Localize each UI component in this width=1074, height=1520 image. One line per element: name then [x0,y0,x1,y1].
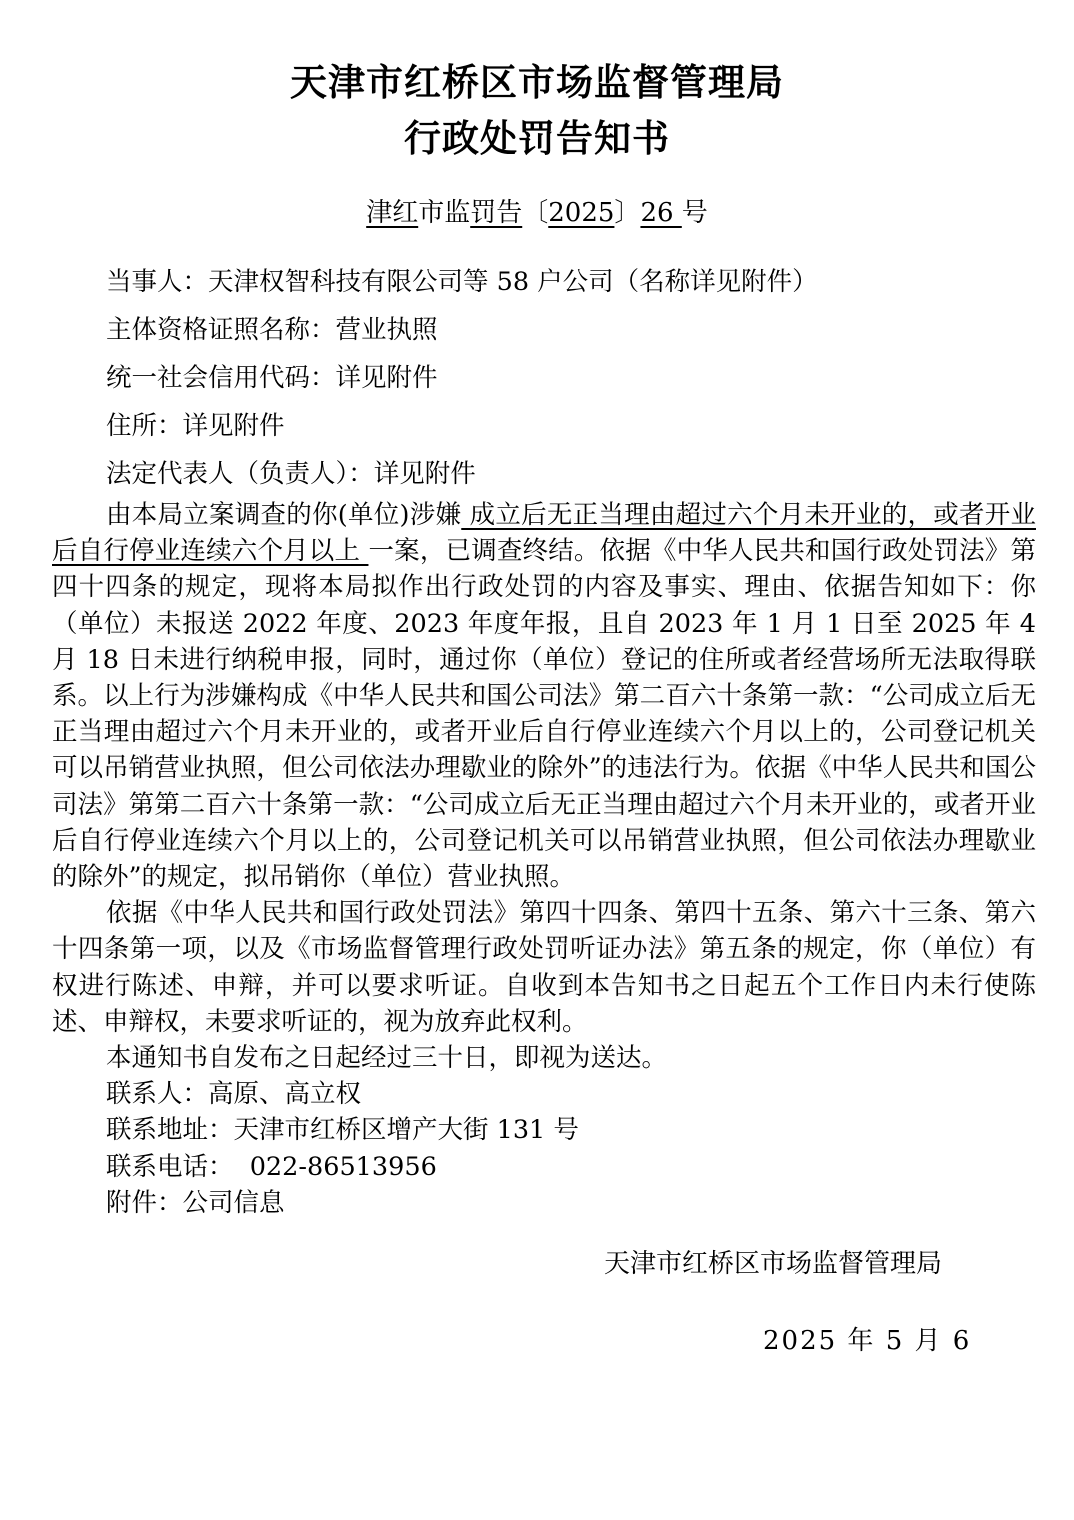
alleged-violation: 成立后无正当理由超过六个月未开业的，或者开业后自行停业连续六个月以上 [52,500,1036,567]
service-paragraph: 本通知书自发布之日起经过三十日，即视为送达。 [106,1043,668,1074]
document-title: 行政处罚告知书 [404,117,670,160]
notice-body [52,258,1036,1221]
contact-address: 联系地址：天津市红桥区增产大街 131 号 [106,1115,579,1146]
credit-code-field: 统一社会信用代码：详见附件 [106,363,438,393]
rights-paragraph: 依据《中华人民共和国行政处罚法》第四十四条、第四十五条、第六十三条、第六十四条第一项，以及《市场监督管理行政处罚听证办法》第五条的规定，你（单位）有权进行陈述、申辩，并可以要求听证。自收到本告知书之日起五个工作日内未行使陈述、申辩权，未要求听证的，视为放弃此权利。 [52,898,1036,1037]
docno-bracket-open: 〔 [522,198,549,228]
docno-suffix: 号 [681,198,708,228]
party-field: 当事人：天津权智科技有限公司等 58 户公司（名称详见附件） [106,267,818,297]
address-field: 住所：详见附件 [106,411,285,441]
docno-mid-underlined: 罚告 [470,198,523,228]
legal-rep-field: 法定代表人（负责人）：详见附件 [106,459,476,489]
license-name-field: 主体资格证照名称：营业执照 [106,315,438,345]
contact-phone: 联系电话： 022-86513956 [106,1151,437,1182]
document-number [0,192,1074,229]
docno-bracket-close: 〕 [614,198,641,228]
attachment-line: 附件：公司信息 [106,1187,285,1218]
facts-rest: 一案，已调查终结。依据《中华人民共和国行政处罚法》第四十四条的规定，现将本局拟作出行政处罚的内容及事实、理由、依据告知如下：你（单位）未报送 2022 年度、2023 年度年报，且自 2023 年 1 月 1 日至 2025 年 4 月 18 日未进行纳税申报，同时，通过你（单位）登记的住所或者经营场所无法取得联系。以上行为涉嫌构成《中华人民共和国公司法》第二百六十条第一款：“公司成立后无正当理由超过六个月未开业的，或者开业后自行停业连续六个月以上的，公司登记机关可以吊销营业执照，但公司依法办理歇业的除外”的违法行为。依据《中华人民共和国公司法》第第二百六十条第一款：“公司成立后无正当理由超过六个月未开业的，或者开业后自行停业连续六个月以上的，公司登记机关可以吊销营业执照，但公司依法办理歇业的除外”的规定，拟吊销你（单位）营业执照。 [52,536,1036,893]
issuer-signature: 天津市红桥区市场监督管理局 [604,1249,943,1279]
docno-year: 2025 [548,198,615,228]
docno-prefix: 津红 [366,198,419,228]
facts-paragraph [52,497,1036,895]
docno-num: 26 [640,198,682,228]
issue-date: 2025 年 5 月 6 [763,1326,972,1356]
issuer-title: 天津市红桥区市场监督管理局 [290,61,784,104]
facts-lead: 由本局立案调查的你(单位)涉嫌 [106,500,462,530]
contact-person: 联系人：高原、高立权 [106,1079,362,1110]
docno-mid: 市监 [418,198,471,228]
